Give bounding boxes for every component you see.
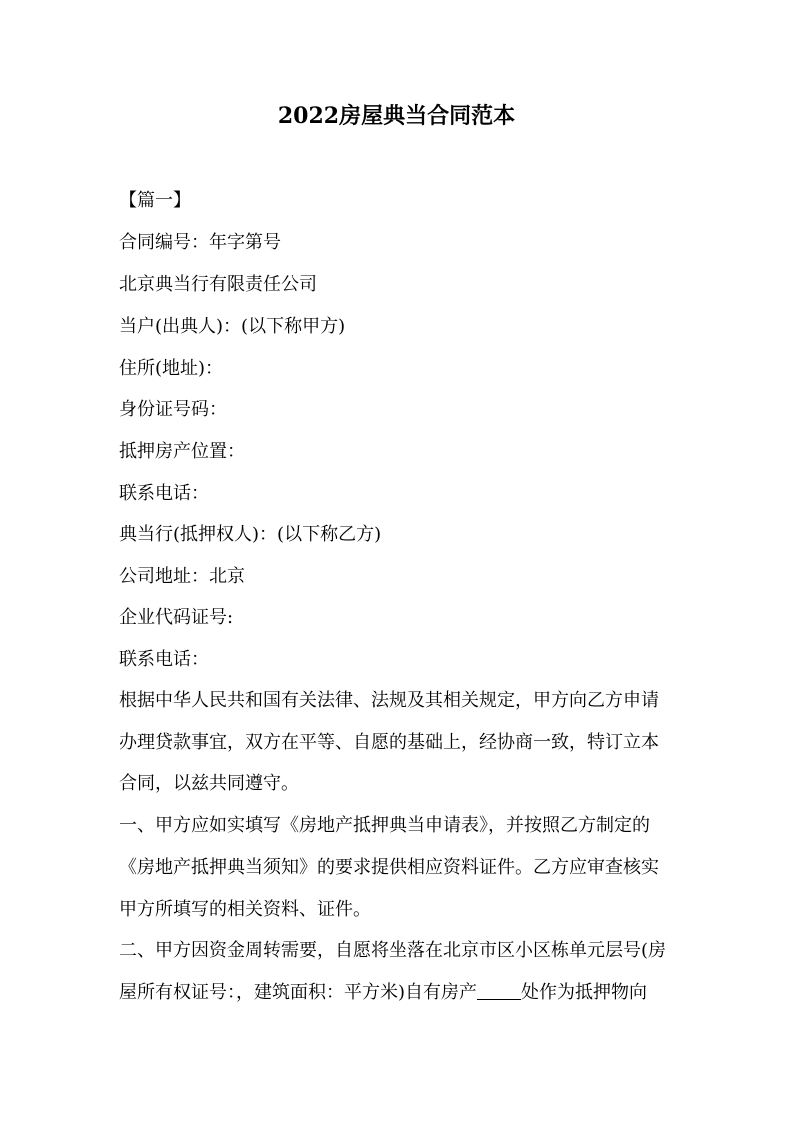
document-title: 2022房屋典当合同范本 [277,103,516,129]
paragraph-line: 根据中华人民共和国有关法律、法规及其相关规定，甲方向乙方申请 [119,690,659,711]
clause-one-line: 一、甲方应如实填写《房地产抵押典当申请表》，并按照乙方制定的 [119,815,650,836]
party-b-line: 典当行(抵押权人)：(以下称乙方) [119,524,382,545]
clause-one-line: 《房地产抵押典当须知》的要求提供相应资料证件。乙方应审查核实 [119,857,659,878]
phone-line-a: 联系电话： [119,483,209,504]
paragraph-line: 合同，以兹共同遵守。 [119,773,299,794]
clause-two-text: 屋所有权证号：，建筑面积：平方米)自有房产 [119,982,478,1003]
id-number-line: 身份证号码： [119,399,227,420]
enterprise-code-line: 企业代码证号: [119,607,234,628]
address-line: 住所(地址)： [119,358,224,379]
fill-in-blank [477,981,521,1000]
company-name-line: 北京典当行有限责任公司 [119,274,317,295]
paragraph-line: 办理贷款事宜，双方在平等、自愿的基础上，经协商一致，特订立本 [119,732,659,753]
property-location-line: 抵押房产位置： [119,441,245,462]
clause-two-text-end: 处作为抵押物向 [521,982,648,1003]
company-address-line: 公司地址：北京 [119,566,245,587]
phone-line-b: 联系电话： [119,649,209,670]
section-heading: 【篇一】 [119,190,191,211]
clause-one-line: 甲方所填写的相关资料、证件。 [119,899,371,920]
clause-two-line: 二、甲方因资金周转需要，自愿将坐落在北京市区小区栋单元层号(房 [119,940,667,961]
clause-two-line [119,980,647,1006]
party-a-line: 当户(出典人)：(以下称甲方) [119,316,346,337]
contract-number-line: 合同编号：年字第号 [119,232,281,253]
